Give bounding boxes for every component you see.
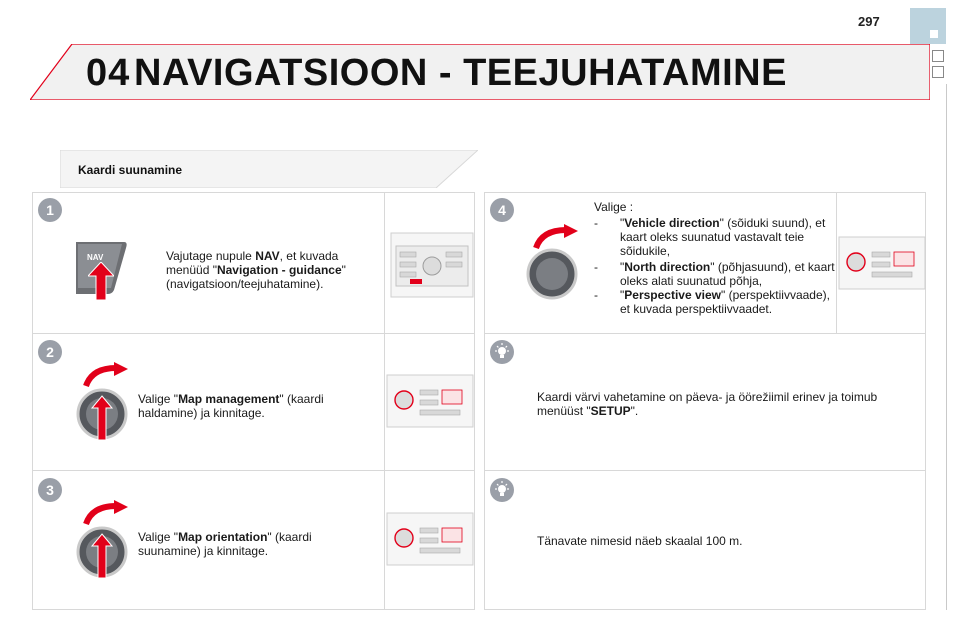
corner-tab [910, 8, 946, 44]
option-name: Perspective view [624, 288, 721, 302]
bullet-dash: - [594, 288, 598, 302]
tip-1-text [537, 390, 917, 418]
radio-unit-thumbnail [386, 512, 474, 566]
step-1-bold: NAV [255, 249, 280, 263]
step-2-text [138, 392, 368, 420]
option-name: Vehicle direction [624, 216, 720, 230]
row-divider [484, 470, 926, 471]
step-3-bold: Map orientation [178, 530, 268, 544]
step-3-text-part: " (kaardi suunamine) ja kinnitage. [138, 530, 312, 558]
tip-1-text-part: Kaardi värvi vahetamine on päeva- ja öörežiimil erinev ja toimub menüüst " [537, 390, 878, 418]
tip-1-bold: SETUP [590, 404, 631, 418]
step-4-intro: Valige : [594, 200, 634, 214]
rotary-knob-icon [72, 500, 142, 580]
radio-unit-thumbnail [386, 374, 474, 428]
step-1-text-part: " (navigatsioon/teejuhatamine). [166, 263, 346, 291]
bullet-dash: - [594, 216, 598, 230]
nav-button-label: NAV [87, 253, 104, 262]
step-badge: 4 [490, 198, 514, 222]
corner-checkbox [932, 66, 944, 78]
chapter-number: 04 [86, 52, 131, 94]
option-description: " (sõiduki suund), et kaart oleks suunatud vastavalt teie sõidukile, [620, 216, 826, 258]
radio-unit-thumbnail [838, 236, 926, 290]
lightbulb-icon [490, 478, 514, 502]
step-1-text [166, 249, 371, 291]
quote: " [620, 216, 625, 230]
option-name: North direction [624, 260, 711, 274]
radio-unit-thumbnail [390, 232, 474, 298]
page-title: NAVIGATSIOON - TEEJUHATAMINE [134, 52, 787, 94]
bullet-dash: - [594, 260, 598, 274]
step-3-text-part: Valige " [138, 530, 179, 544]
rotary-knob-icon [522, 224, 592, 300]
rotary-knob-icon [72, 362, 142, 442]
corner-checkbox [932, 50, 944, 62]
left-column-divider [384, 192, 385, 610]
quote: " [620, 260, 625, 274]
section-title: Kaardi suunamine [78, 163, 183, 177]
option-description: " (perspektiivvaade), et kuvada perspektiivvaadet. [620, 288, 830, 316]
step-3-text [138, 530, 368, 558]
step-2-bold: Map management [178, 392, 280, 406]
corner-tab-dot [930, 30, 938, 38]
step-1-bold: Navigation - guidance [216, 263, 342, 277]
step-badge: 3 [38, 478, 62, 502]
tip-2-text: Tänavate nimesid näeb skaalal 100 m. [537, 534, 743, 548]
step-1-text-part: Vajutage nupule [166, 249, 256, 263]
step-4-options [594, 216, 844, 336]
step-badge: 2 [38, 340, 62, 364]
side-rule [946, 84, 947, 610]
page-number: 297 [858, 14, 880, 29]
option-description: " (põhjasuund), et kaart oleks alati suunatud põhja, [620, 260, 835, 288]
step-2-text-part: Valige " [138, 392, 179, 406]
nav-button-illustration [72, 238, 158, 296]
row-divider [32, 470, 475, 471]
row-divider [32, 333, 475, 334]
step-2-text-part: " (kaardi haldamine) ja kinnitage. [138, 392, 324, 420]
step-badge: 1 [38, 198, 62, 222]
tip-1-text-part: ". [630, 404, 639, 418]
quote: " [620, 288, 625, 302]
lightbulb-icon [490, 340, 514, 364]
red-up-arrow-icon [88, 262, 114, 300]
step-1-text-part: , et kuvada menüüd " [166, 249, 339, 277]
